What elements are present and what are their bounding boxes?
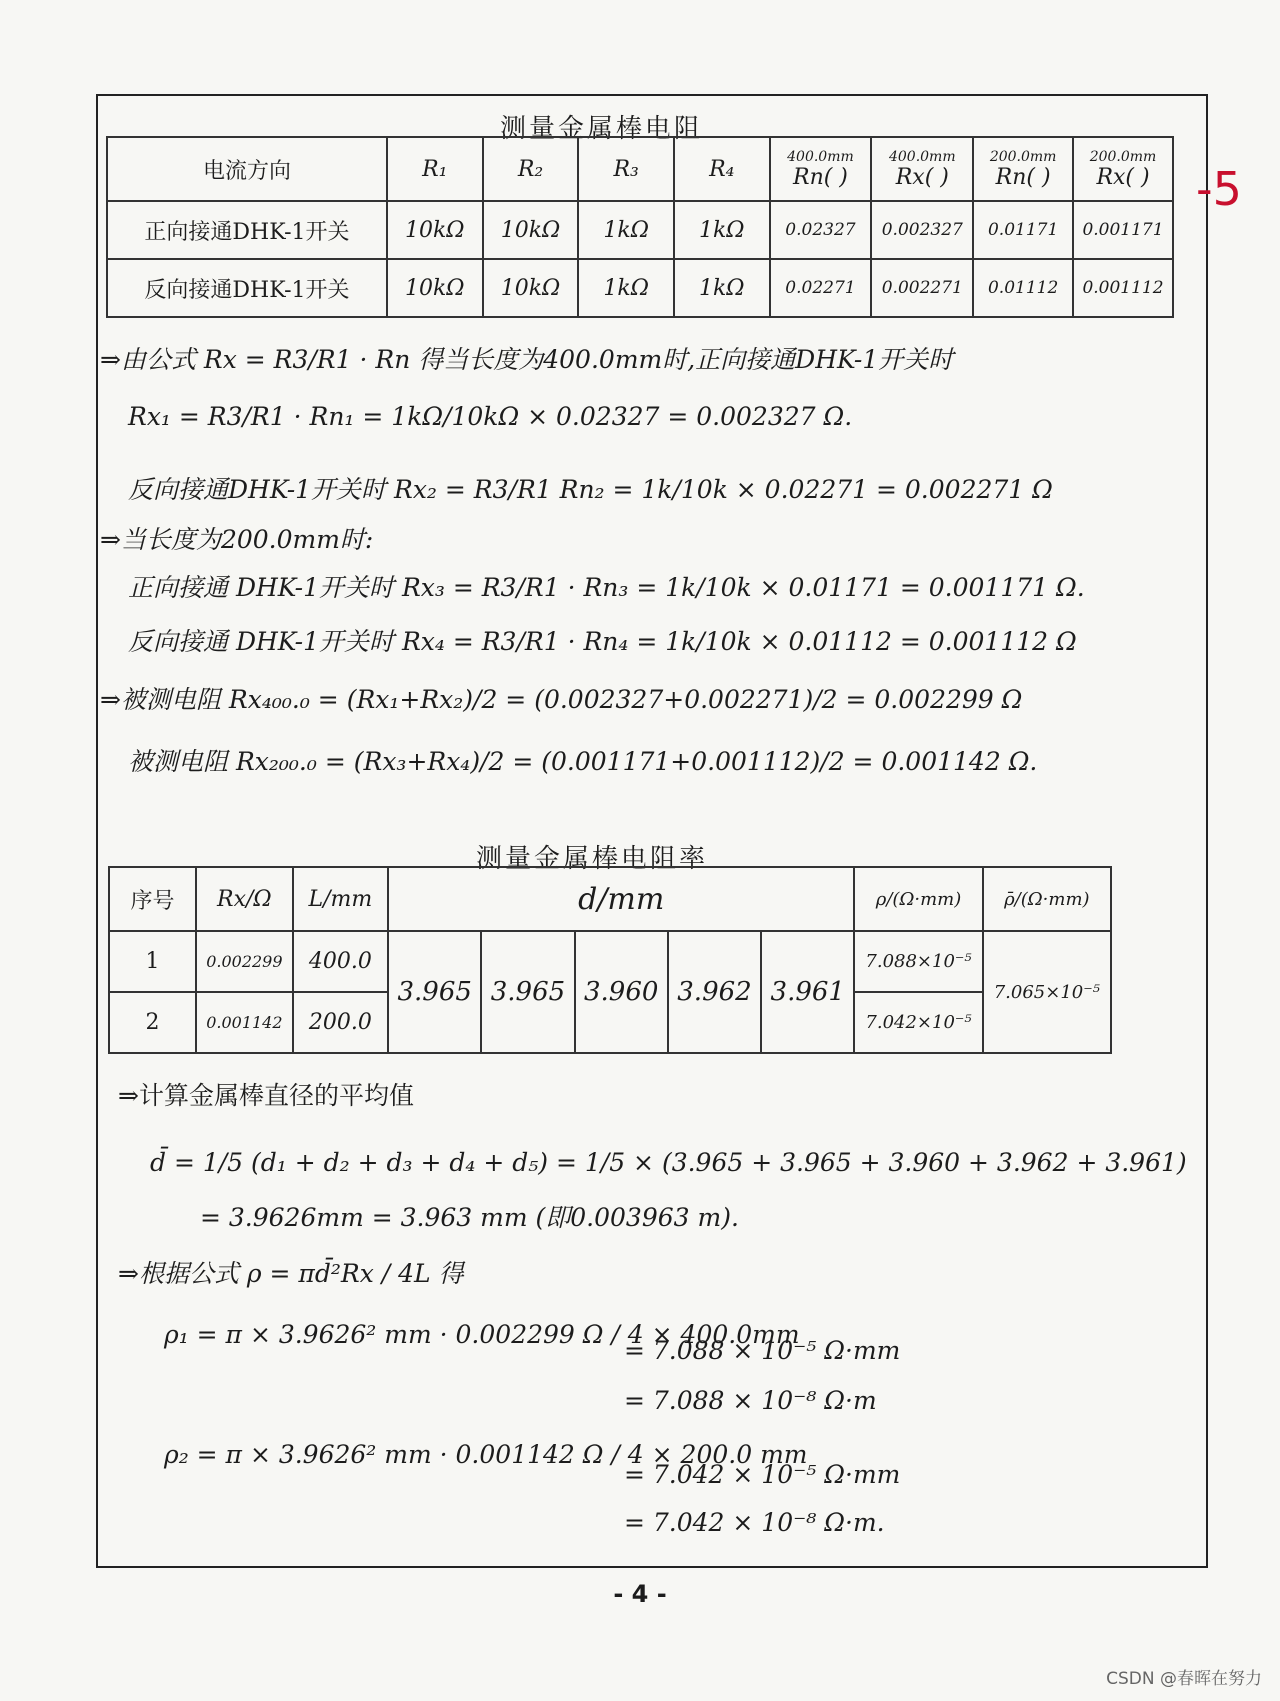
header-r2: R₂ [483, 137, 579, 201]
calc-line-2: d̄ = 1/5 (d₁ + d₂ + d₃ + d₄ + d₅) = 1/5 × (3.965 + 3.965 + 3.960 + 3.962 + 3.961) [150, 1148, 1187, 1177]
cell-length: 200.0 [293, 992, 388, 1053]
cell-rx: 0.002271 [871, 259, 973, 317]
calc-line-8: ρ₂ = π × 3.9626² mm · 0.001142 Ω / 4 × 200.0 mm [164, 1440, 808, 1469]
cell-rn: 0.02271 [770, 259, 872, 317]
table-row [107, 259, 1173, 317]
derivation-line-8: 被测电阻 Rx₂₀₀.₀ = (Rx₃+Rx₄)/2 = (0.001171+0.001112)/2 = 0.001142 Ω. [128, 747, 1038, 776]
header-r3: R₃ [578, 137, 674, 201]
table1-title: 测量金属棒电阻 [500, 114, 704, 144]
header-rho: ρ/(Ω·mm) [854, 867, 982, 931]
cell-rx: 0.001142 [196, 992, 293, 1053]
calc-line-10: = 7.042 × 10⁻⁸ Ω·m. [624, 1508, 885, 1537]
header-current-direction: 电流方向 [107, 137, 387, 201]
header-rn-200 [973, 137, 1073, 201]
cell-r3: 1kΩ [578, 201, 674, 259]
derivation-line-3: 反向接通DHK-1开关时 Rx₂ = R3/R1 Rn₂ = 1k/10k × 0.02271 = 0.002271 Ω [128, 475, 1053, 504]
derivation-line-6: 反向接通 DHK-1开关时 Rx₄ = R3/R1 · Rn₄ = 1k/10k × 0.01112 = 0.001112 Ω [128, 627, 1077, 656]
cell-rn: 0.01112 [973, 259, 1073, 317]
cell-rn: 0.01171 [973, 201, 1073, 259]
header-label: Rx( ) [895, 164, 949, 190]
resistance-table [106, 136, 1174, 318]
calc-line-5: ρ₁ = π × 3.9626² mm · 0.002299 Ω / 4 × 400.0mm [164, 1320, 800, 1349]
header-r1: R₁ [387, 137, 483, 201]
length-label: 400.0mm [787, 148, 854, 165]
table2-title: 测量金属棒电阻率 [476, 844, 709, 874]
watermark: CSDN @春晖在努力 [1106, 1669, 1262, 1689]
header-rx: Rx/Ω [196, 867, 293, 931]
length-label: 200.0mm [1089, 148, 1157, 165]
cell-r3: 1kΩ [578, 259, 674, 317]
header-label: Rn( ) [995, 164, 1051, 190]
cell-index: 2 [109, 992, 196, 1053]
table-row [107, 201, 1173, 259]
cell-rn: 0.02327 [770, 201, 872, 259]
header-rho-avg: ρ̄/(Ω·mm) [983, 867, 1111, 931]
calc-line-3: = 3.9626mm = 3.963 mm (即0.003963 m). [200, 1203, 739, 1232]
cell-rx: 0.002299 [196, 931, 293, 992]
calc-line-6: = 7.088 × 10⁻⁵ Ω·mm [624, 1336, 901, 1365]
cell-r4: 1kΩ [674, 201, 770, 259]
cell-index: 1 [109, 931, 196, 992]
row-label: 正向接通DHK-1开关 [107, 201, 387, 259]
cell-d3: 3.960 [575, 931, 668, 1053]
header-rx-400 [871, 137, 973, 201]
cell-rho: 7.088×10⁻⁵ [854, 931, 982, 992]
calc-line-4: ⇒根据公式 ρ = πd̄²Rx / 4L 得 [118, 1259, 464, 1288]
cell-d1: 3.965 [388, 931, 481, 1053]
header-label: Rx( ) [1096, 164, 1150, 190]
cell-rx: 0.001112 [1073, 259, 1173, 317]
header-rx-200 [1073, 137, 1173, 201]
header-index: 序号 [109, 867, 196, 931]
header-diameter: d/mm [388, 867, 854, 931]
derivation-line-7: ⇒被测电阻 Rx₄₀₀.₀ = (Rx₁+Rx₂)/2 = (0.002327+0.002271)/2 = 0.002299 Ω [100, 685, 1023, 714]
cell-r1: 10kΩ [387, 259, 483, 317]
calc-line-7: = 7.088 × 10⁻⁸ Ω·m [624, 1386, 877, 1415]
derivation-line-5: 正向接通 DHK-1开关时 Rx₃ = R3/R1 · Rn₃ = 1k/10k × 0.01171 = 0.001171 Ω. [128, 573, 1085, 602]
header-label: Rn( ) [793, 164, 848, 190]
derivation-line-1: ⇒由公式 Rx = R3/R1 · Rn 得当长度为400.0mm时,正向接通DHK-1开关时 [100, 345, 954, 374]
table-row [109, 931, 1111, 992]
table1-header-row [107, 137, 1173, 201]
derivation-line-2: Rx₁ = R3/R1 · Rn₁ = 1kΩ/10kΩ × 0.02327 = 0.002327 Ω. [128, 402, 853, 431]
cell-length: 400.0 [293, 931, 388, 992]
grade-mark: -5 [1196, 162, 1242, 216]
cell-rho: 7.042×10⁻⁵ [854, 992, 982, 1053]
table2-header-row [109, 867, 1111, 931]
header-rn-400 [770, 137, 872, 201]
cell-rx: 0.002327 [871, 201, 973, 259]
calc-line-1: ⇒计算金属棒直径的平均值 [118, 1081, 414, 1110]
cell-r2: 10kΩ [483, 201, 579, 259]
cell-r1: 10kΩ [387, 201, 483, 259]
cell-rho-avg: 7.065×10⁻⁵ [983, 931, 1111, 1053]
cell-d4: 3.962 [668, 931, 761, 1053]
cell-d5: 3.961 [761, 931, 854, 1053]
cell-rx: 0.001171 [1073, 201, 1173, 259]
length-label: 200.0mm [989, 148, 1057, 165]
row-label: 反向接通DHK-1开关 [107, 259, 387, 317]
cell-r2: 10kΩ [483, 259, 579, 317]
header-r4: R₄ [674, 137, 770, 201]
cell-r4: 1kΩ [674, 259, 770, 317]
page-number: - 4 - [613, 1580, 667, 1608]
header-length: L/mm [293, 867, 388, 931]
cell-d2: 3.965 [481, 931, 574, 1053]
resistivity-table [108, 866, 1112, 1054]
length-label: 400.0mm [888, 148, 956, 165]
calc-line-9: = 7.042 × 10⁻⁵ Ω·mm [624, 1460, 901, 1489]
derivation-line-4: ⇒当长度为200.0mm时: [100, 525, 374, 554]
